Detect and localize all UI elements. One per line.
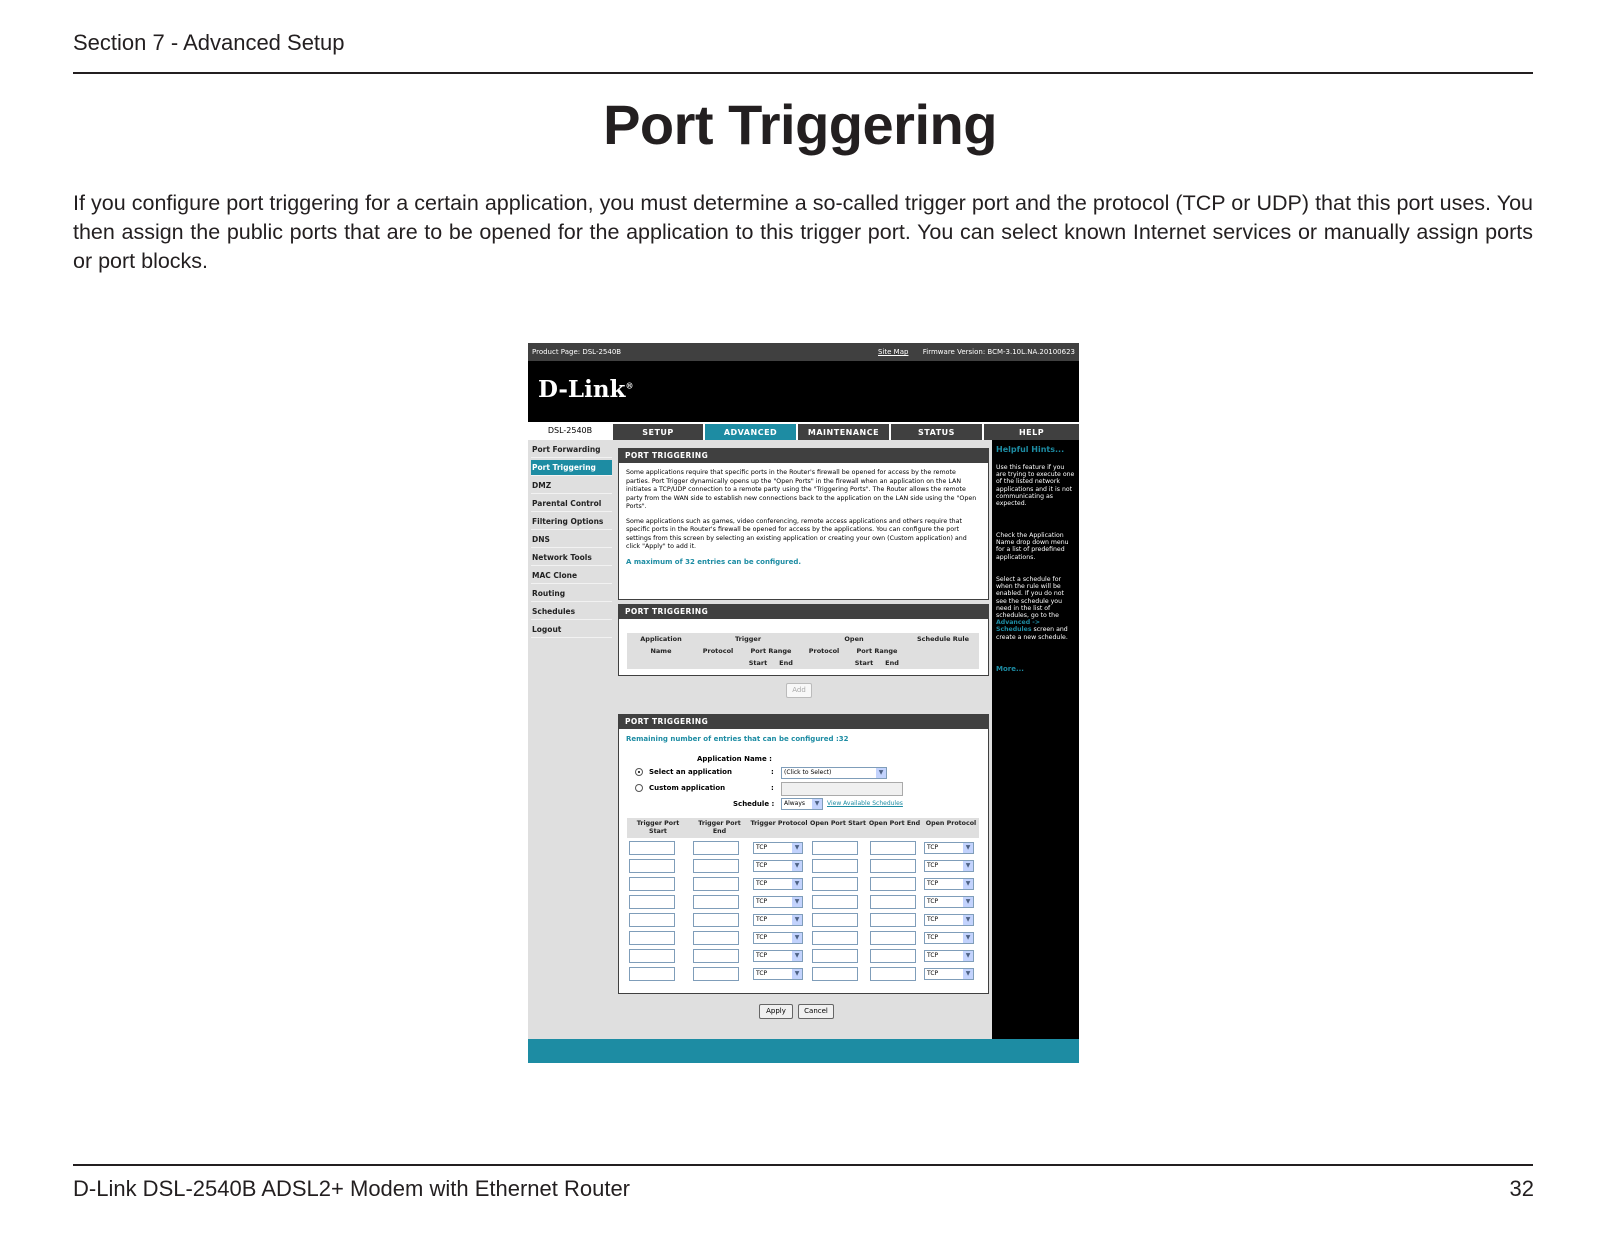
sidebar-item-dmz[interactable]: DMZ (531, 478, 612, 494)
max-entries-note: A maximum of 32 entries can be configured. (626, 557, 802, 566)
col-trigger-port-range: Port Range (750, 647, 792, 655)
footer-rule (73, 1164, 1533, 1166)
trigger-port-start-input[interactable] (629, 859, 675, 873)
port-column-header: Trigger Protocol (750, 820, 808, 827)
protocol-select[interactable]: TCP ▼ (753, 914, 803, 926)
sidebar-item-logout[interactable]: Logout (531, 622, 612, 638)
schedule-select[interactable]: Always ▼ (781, 798, 823, 810)
trigger-port-end-input[interactable] (693, 913, 739, 927)
tab-help[interactable]: HELP (984, 424, 1079, 440)
open-port-end-input[interactable] (870, 859, 916, 873)
trigger-port-end-input[interactable] (693, 859, 739, 873)
page-number: 32 (1509, 1176, 1534, 1201)
hint-1: Use this feature if you are trying to execute one of the listed network applications and it is not communicating as expected. (996, 464, 1075, 508)
col-schedule-rule: Schedule Rule (916, 635, 970, 643)
info-text-2: Some applications such as games, video conferencing, remote access applications and others require that specific ports in the Router's firewall be opened for access by the applications. You can configure the port settings from this screen by selecting an existing application or creating your own (Custom application) and click "Apply" to add it. (626, 517, 967, 550)
chevron-down-icon: ▼ (792, 879, 802, 889)
open-port-start-input[interactable] (812, 841, 858, 855)
info-text-1: Some applications require that specific ports in the Router's firewall be opened for access by the remote parties. Port Trigger dynamically opens up the "Open Ports" in the firewall when an application on the LAN initiates a TCP/UDP connection to a remote party using the "Triggering Ports". The Router allows the remote party from the WAN side to establish new connections back to the application on the LAN side using the "Open Ports". (626, 469, 977, 510)
trigger-port-end-input[interactable] (693, 931, 739, 945)
protocol-select[interactable]: TCP ▼ (924, 914, 974, 926)
hint-2: Check the Application Name drop down menu for a list of predefined applications. (996, 532, 1069, 561)
chevron-down-icon: ▼ (792, 915, 802, 925)
sidebar-item-dns[interactable]: DNS (531, 532, 612, 548)
schedules-link[interactable]: Advanced -> Schedules (996, 619, 1041, 634)
open-port-end-input[interactable] (870, 967, 916, 981)
custom-application-label: Custom application (649, 784, 726, 792)
col-open-end: End (885, 659, 899, 667)
dlink-logo: D-Link® (538, 376, 634, 403)
footer-title: D-Link DSL-2540B ADSL2+ Modem with Ethernet Router (73, 1176, 631, 1201)
protocol-select[interactable]: TCP ▼ (753, 878, 803, 890)
bottom-bar (528, 1039, 1079, 1063)
hint-3: Select a schedule for when the rule will be enabled. If you do not see the schedule you need in the list of schedules, go to the Advanced -> Schedules screen and create a new schedule. (996, 576, 1068, 641)
page-title: Port Triggering (603, 93, 997, 156)
trigger-port-start-input[interactable] (629, 967, 675, 981)
chevron-down-icon: ▼ (876, 768, 886, 778)
col-open-start: Start (854, 659, 874, 667)
protocol-select[interactable]: TCP ▼ (924, 878, 974, 890)
protocol-select[interactable]: TCP ▼ (753, 950, 803, 962)
trigger-port-end-input[interactable] (693, 949, 739, 963)
open-port-start-input[interactable] (812, 859, 858, 873)
protocol-select[interactable]: TCP ▼ (753, 860, 803, 872)
open-port-end-input[interactable] (870, 913, 916, 927)
trigger-port-start-input[interactable] (629, 913, 675, 927)
chevron-down-icon: ▼ (812, 799, 822, 809)
tab-setup[interactable]: SETUP (613, 424, 703, 440)
trigger-port-end-input[interactable] (693, 877, 739, 891)
open-port-end-input[interactable] (870, 931, 916, 945)
open-port-start-input[interactable] (812, 913, 858, 927)
chevron-down-icon: ▼ (963, 933, 973, 943)
port-column-header: Trigger Port Start (636, 820, 680, 835)
col-trigger-start: Start (748, 659, 768, 667)
firmware-version: Firmware Version: BCM-3.10L.NA.20100623 (922, 348, 1075, 356)
col-trigger-end: End (779, 659, 793, 667)
content-area (612, 440, 992, 1039)
sidebar-item-network-tools[interactable]: Network Tools (531, 550, 612, 566)
col-trigger-protocol: Protocol (702, 647, 734, 655)
trigger-port-start-input[interactable] (629, 931, 675, 945)
select-application-radio[interactable] (635, 768, 643, 776)
colon: : (771, 784, 774, 792)
model-label: DSL-2540B (528, 422, 612, 440)
protocol-select[interactable]: TCP ▼ (924, 968, 974, 980)
chevron-down-icon: ▼ (963, 879, 973, 889)
port-column-header: Open Protocol (925, 820, 977, 827)
open-port-start-input[interactable] (812, 949, 858, 963)
chevron-down-icon: ▼ (792, 951, 802, 961)
schedule-label: Schedule : (733, 800, 775, 808)
entry-form-panel (618, 714, 989, 994)
application-select[interactable]: (Click to Select) ▼ (781, 767, 887, 779)
remaining-entries: Remaining number of entries that can be configured :32 (626, 735, 849, 743)
chevron-down-icon: ▼ (792, 861, 802, 871)
trigger-port-end-input[interactable] (693, 841, 739, 855)
apply-button[interactable]: Apply (759, 1004, 793, 1019)
application-name-label: Application Name : (697, 755, 772, 763)
port-column-header: Open Port Start (810, 820, 866, 827)
open-port-end-input[interactable] (870, 895, 916, 909)
protocol-select[interactable]: TCP ▼ (753, 842, 803, 854)
sidebar-item-port-forwarding[interactable]: Port Forwarding (531, 442, 612, 458)
chevron-down-icon: ▼ (963, 861, 973, 871)
add-button[interactable]: Add (786, 683, 812, 698)
col-open-protocol: Protocol (808, 647, 840, 655)
protocol-select[interactable]: TCP ▼ (924, 932, 974, 944)
colon: : (771, 768, 774, 776)
sidebar-item-routing[interactable]: Routing (531, 586, 612, 602)
more-link[interactable]: More... (996, 665, 1024, 673)
protocol-select[interactable]: TCP ▼ (753, 896, 803, 908)
protocol-select[interactable]: TCP ▼ (924, 842, 974, 854)
open-port-start-input[interactable] (812, 877, 858, 891)
panel-header: PORT TRIGGERING (619, 605, 988, 619)
hints-title: Helpful Hints... (996, 445, 1065, 454)
open-port-end-input[interactable] (870, 949, 916, 963)
trigger-port-start-input[interactable] (629, 841, 675, 855)
chevron-down-icon: ▼ (963, 843, 973, 853)
tab-maintenance[interactable]: MAINTENANCE (798, 424, 889, 440)
rules-table (627, 633, 979, 669)
intro-paragraph: If you configure port triggering for a certain application, you must determine a so-called trigger port and the protocol (TCP or UDP) that this port uses. You then assign the public ports that are to be opened for the application to this trigger port. You can select known Internet services or manually assign ports or port blocks. (73, 191, 1533, 273)
custom-application-input[interactable] (781, 782, 903, 796)
open-port-start-input[interactable] (812, 895, 858, 909)
tab-advanced[interactable]: ADVANCED (705, 424, 796, 440)
col-application: Application (640, 635, 682, 643)
sidebar-item-filtering-options[interactable]: Filtering Options (531, 514, 612, 530)
info-panel (618, 448, 989, 600)
sidebar-item-parental-control[interactable]: Parental Control (531, 496, 612, 512)
trigger-port-end-input[interactable] (693, 895, 739, 909)
chevron-down-icon: ▼ (963, 969, 973, 979)
open-port-start-input[interactable] (812, 931, 858, 945)
protocol-select[interactable]: TCP ▼ (753, 968, 803, 980)
col-trigger: Trigger (734, 635, 762, 643)
port-column-header: Trigger Port End (698, 820, 741, 835)
sidebar-item-mac-clone[interactable]: MAC Clone (531, 568, 612, 584)
top-bar (528, 343, 1079, 361)
tab-status[interactable]: STATUS (891, 424, 982, 440)
sidebar-item-schedules[interactable]: Schedules (531, 604, 612, 620)
protocol-select[interactable]: TCP ▼ (753, 932, 803, 944)
select-application-label: Select an application (649, 768, 732, 776)
col-name: Name (650, 647, 672, 655)
port-column-header: Open Port End (868, 820, 921, 827)
open-port-end-input[interactable] (870, 841, 916, 855)
protocol-select[interactable]: TCP ▼ (924, 896, 974, 908)
helpful-hints (992, 440, 1079, 1039)
col-open-port-range: Port Range (856, 647, 898, 655)
open-port-start-input[interactable] (812, 967, 858, 981)
panel-header: PORT TRIGGERING (619, 449, 988, 463)
router-screenshot (528, 343, 1079, 1063)
chevron-down-icon: ▼ (963, 897, 973, 907)
chevron-down-icon: ▼ (792, 843, 802, 853)
trigger-port-start-input[interactable] (629, 877, 675, 891)
cancel-button[interactable]: Cancel (798, 1004, 834, 1019)
sidebar-item-port-triggering[interactable]: Port Triggering (531, 460, 612, 476)
protocol-select[interactable]: TCP ▼ (924, 860, 974, 872)
trigger-port-start-input[interactable] (629, 895, 675, 909)
view-schedules-link[interactable]: View Available Schedules (827, 800, 903, 807)
chevron-down-icon: ▼ (792, 969, 802, 979)
panel-header: PORT TRIGGERING (619, 715, 988, 729)
sidebar (528, 440, 612, 1039)
chevron-down-icon: ▼ (792, 897, 802, 907)
product-page-label: Product Page: DSL-2540B (532, 348, 622, 356)
trigger-port-end-input[interactable] (693, 967, 739, 981)
chevron-down-icon: ▼ (792, 933, 802, 943)
section-header: Section 7 - Advanced Setup (73, 30, 345, 55)
custom-application-radio[interactable] (635, 784, 643, 792)
col-open: Open (844, 635, 864, 643)
open-port-end-input[interactable] (870, 877, 916, 891)
chevron-down-icon: ▼ (963, 951, 973, 961)
trigger-port-start-input[interactable] (629, 949, 675, 963)
header-rule (73, 72, 1533, 74)
rules-table-panel (618, 604, 989, 676)
protocol-select[interactable]: TCP ▼ (924, 950, 974, 962)
site-map-link[interactable]: Site Map (878, 348, 909, 356)
chevron-down-icon: ▼ (963, 915, 973, 925)
brand-banner (528, 361, 1079, 422)
